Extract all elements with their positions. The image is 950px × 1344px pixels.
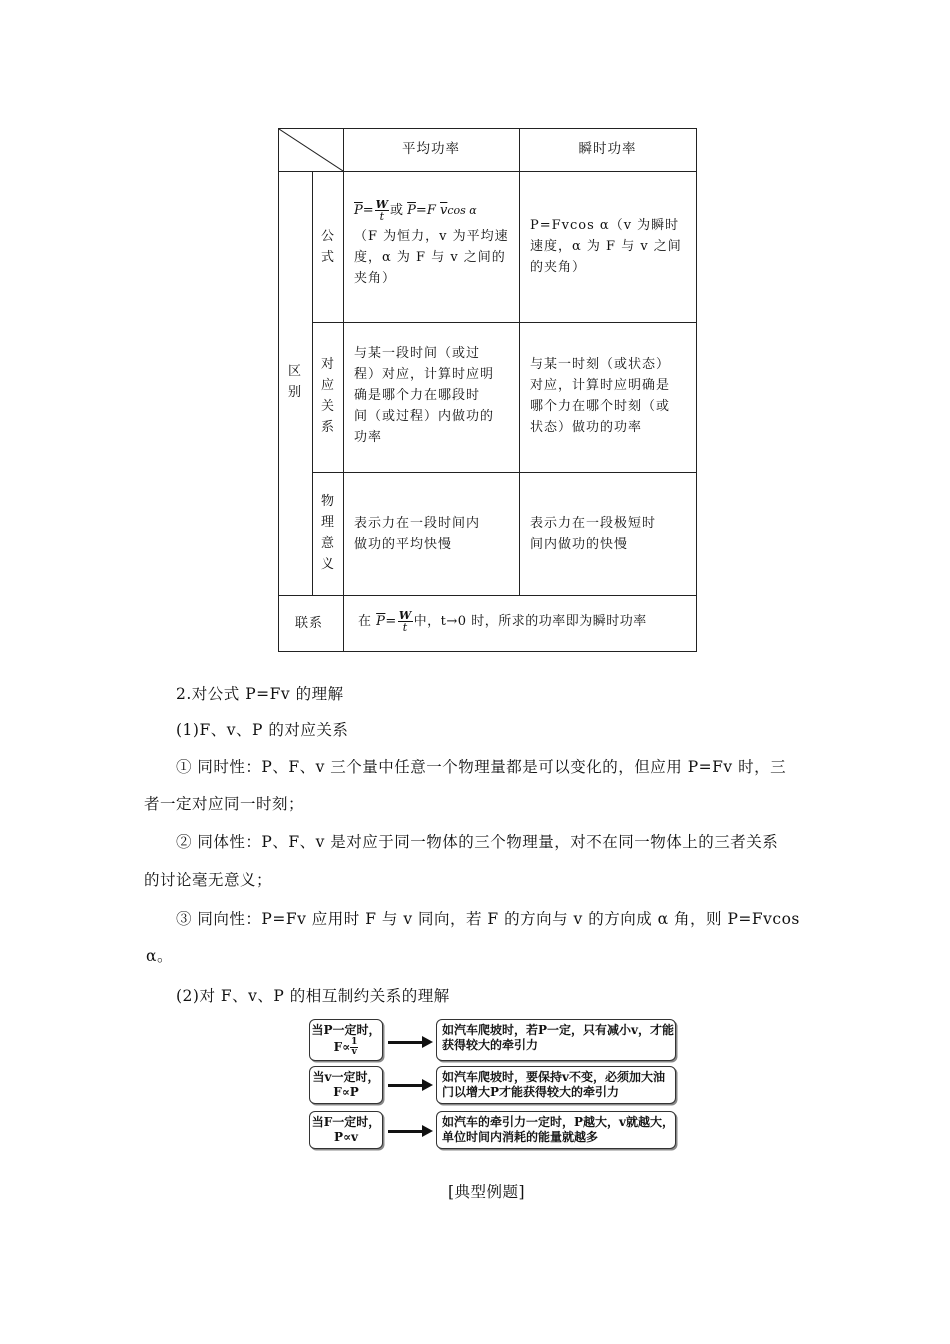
explanation-box-constant-power: 如汽车爬坡时，若P一定，只有减小v，才能 获得较大的牵引力 bbox=[436, 1019, 676, 1061]
paragraph-same-body: ② 同体性：P、F、v 是对应于同一物体的三个物理量，对不在同一物体上的三者关系 bbox=[176, 833, 779, 851]
header-average-power: 平均功率 bbox=[402, 141, 460, 157]
row-label-link: 联系 bbox=[295, 616, 324, 631]
average-power-formula: $\overline{P}=$ $\frac{W}{t}$ 或 $\overline{P}=F$ $\overline{v}\cos$ α bbox=[354, 198, 477, 223]
row-label-meaning: 物 理 意 义 bbox=[321, 494, 336, 572]
relation-instant-cell: 与某一时刻（或状态） 对应，计算时应明确是 哪个力在哪个时刻（或 状态）做功的功率 bbox=[530, 357, 671, 435]
paragraph-same-body-cont: 的讨论毫无意义； bbox=[144, 871, 273, 889]
row-label-formula: 公 式 bbox=[321, 229, 336, 265]
condition-box-constant-force: 当F一定时， P∝v bbox=[309, 1111, 383, 1149]
link-content-cell: 在 $\overline{P}=$ $\frac{W}{t}$ 中，t→0 时，所求的功率即为瞬时功率 bbox=[358, 609, 647, 634]
arrow-icon bbox=[388, 1041, 423, 1044]
comparison-table bbox=[278, 128, 697, 652]
formula-instant-cell: P=Fvcos α（v 为瞬时 速度，α 为 F 与 v 之间 的夹角） bbox=[530, 218, 682, 275]
paragraph-subheading-1: (1)F、v、P 的对应关系 bbox=[176, 721, 349, 739]
condition-box-constant-power: 当P一定时， F∝ $\frac{1}{v}$ bbox=[309, 1019, 383, 1061]
group-label-difference: 区 别 bbox=[288, 364, 303, 400]
explanation-box-constant-force: 如汽车的牵引力一定时，P越大，v就越大， 单位时间内消耗的能量就越多 bbox=[436, 1111, 676, 1149]
formula-average-cell: $\overline{P}=$ $\frac{W}{t}$ 或 $\overline{P}=F$ $\overline{v}\cos$ α （F 为恒力，v 为平均速 度，α 为 F 与 v 之间的 夹角） bbox=[354, 199, 514, 289]
paragraph-simultaneity: ① 同时性：P、F、v 三个量中任意一个物理量都是可以变化的，但应用 P=Fv 时，三 bbox=[176, 758, 787, 776]
header-instant-power: 瞬时功率 bbox=[578, 141, 637, 157]
paragraph-same-direction-cont: α。 bbox=[146, 947, 173, 965]
meaning-average-cell: 表示力在一段时间内 做功的平均快慢 bbox=[354, 516, 481, 552]
condition-box-constant-velocity: 当v一定时， F∝P bbox=[309, 1066, 383, 1104]
table-line bbox=[312, 472, 696, 473]
row-label-relation: 对 应 关 系 bbox=[321, 357, 336, 435]
explanation-box-constant-velocity: 如汽车爬坡时，要保持v不变，必须加大油 门以增大P才能获得较大的牵引力 bbox=[436, 1066, 676, 1104]
table-line bbox=[312, 171, 313, 595]
meaning-instant-cell: 表示力在一段极短时 间内做功的快慢 bbox=[530, 516, 657, 552]
table-line bbox=[343, 129, 344, 651]
paragraph-subheading-2: (2)对 F、v、P 的相互制约关系的理解 bbox=[176, 987, 450, 1005]
arrow-icon bbox=[388, 1084, 423, 1087]
section-title-typical-examples: [典型例题] bbox=[448, 1183, 526, 1201]
arrow-icon bbox=[388, 1130, 423, 1133]
paragraph-heading-2: 2.对公式 P=Fv 的理解 bbox=[176, 685, 344, 703]
diagonal-header-line bbox=[279, 129, 343, 171]
table-line bbox=[279, 595, 696, 596]
relation-average-cell: 与某一段时间（或过 程）对应，计算时应明 确是哪个力在哪段时 间（或过程）内做功的 功率 bbox=[354, 346, 495, 445]
table-line bbox=[312, 322, 696, 323]
table-line bbox=[519, 129, 520, 595]
paragraph-same-direction: ③ 同向性：P=Fv 应用时 F 与 v 同向，若 F 的方向与 v 的方向成 α 角，则 P=Fvcos bbox=[176, 910, 800, 928]
table-line bbox=[279, 171, 696, 172]
paragraph-simultaneity-cont: 者一定对应同一时刻； bbox=[144, 795, 305, 813]
